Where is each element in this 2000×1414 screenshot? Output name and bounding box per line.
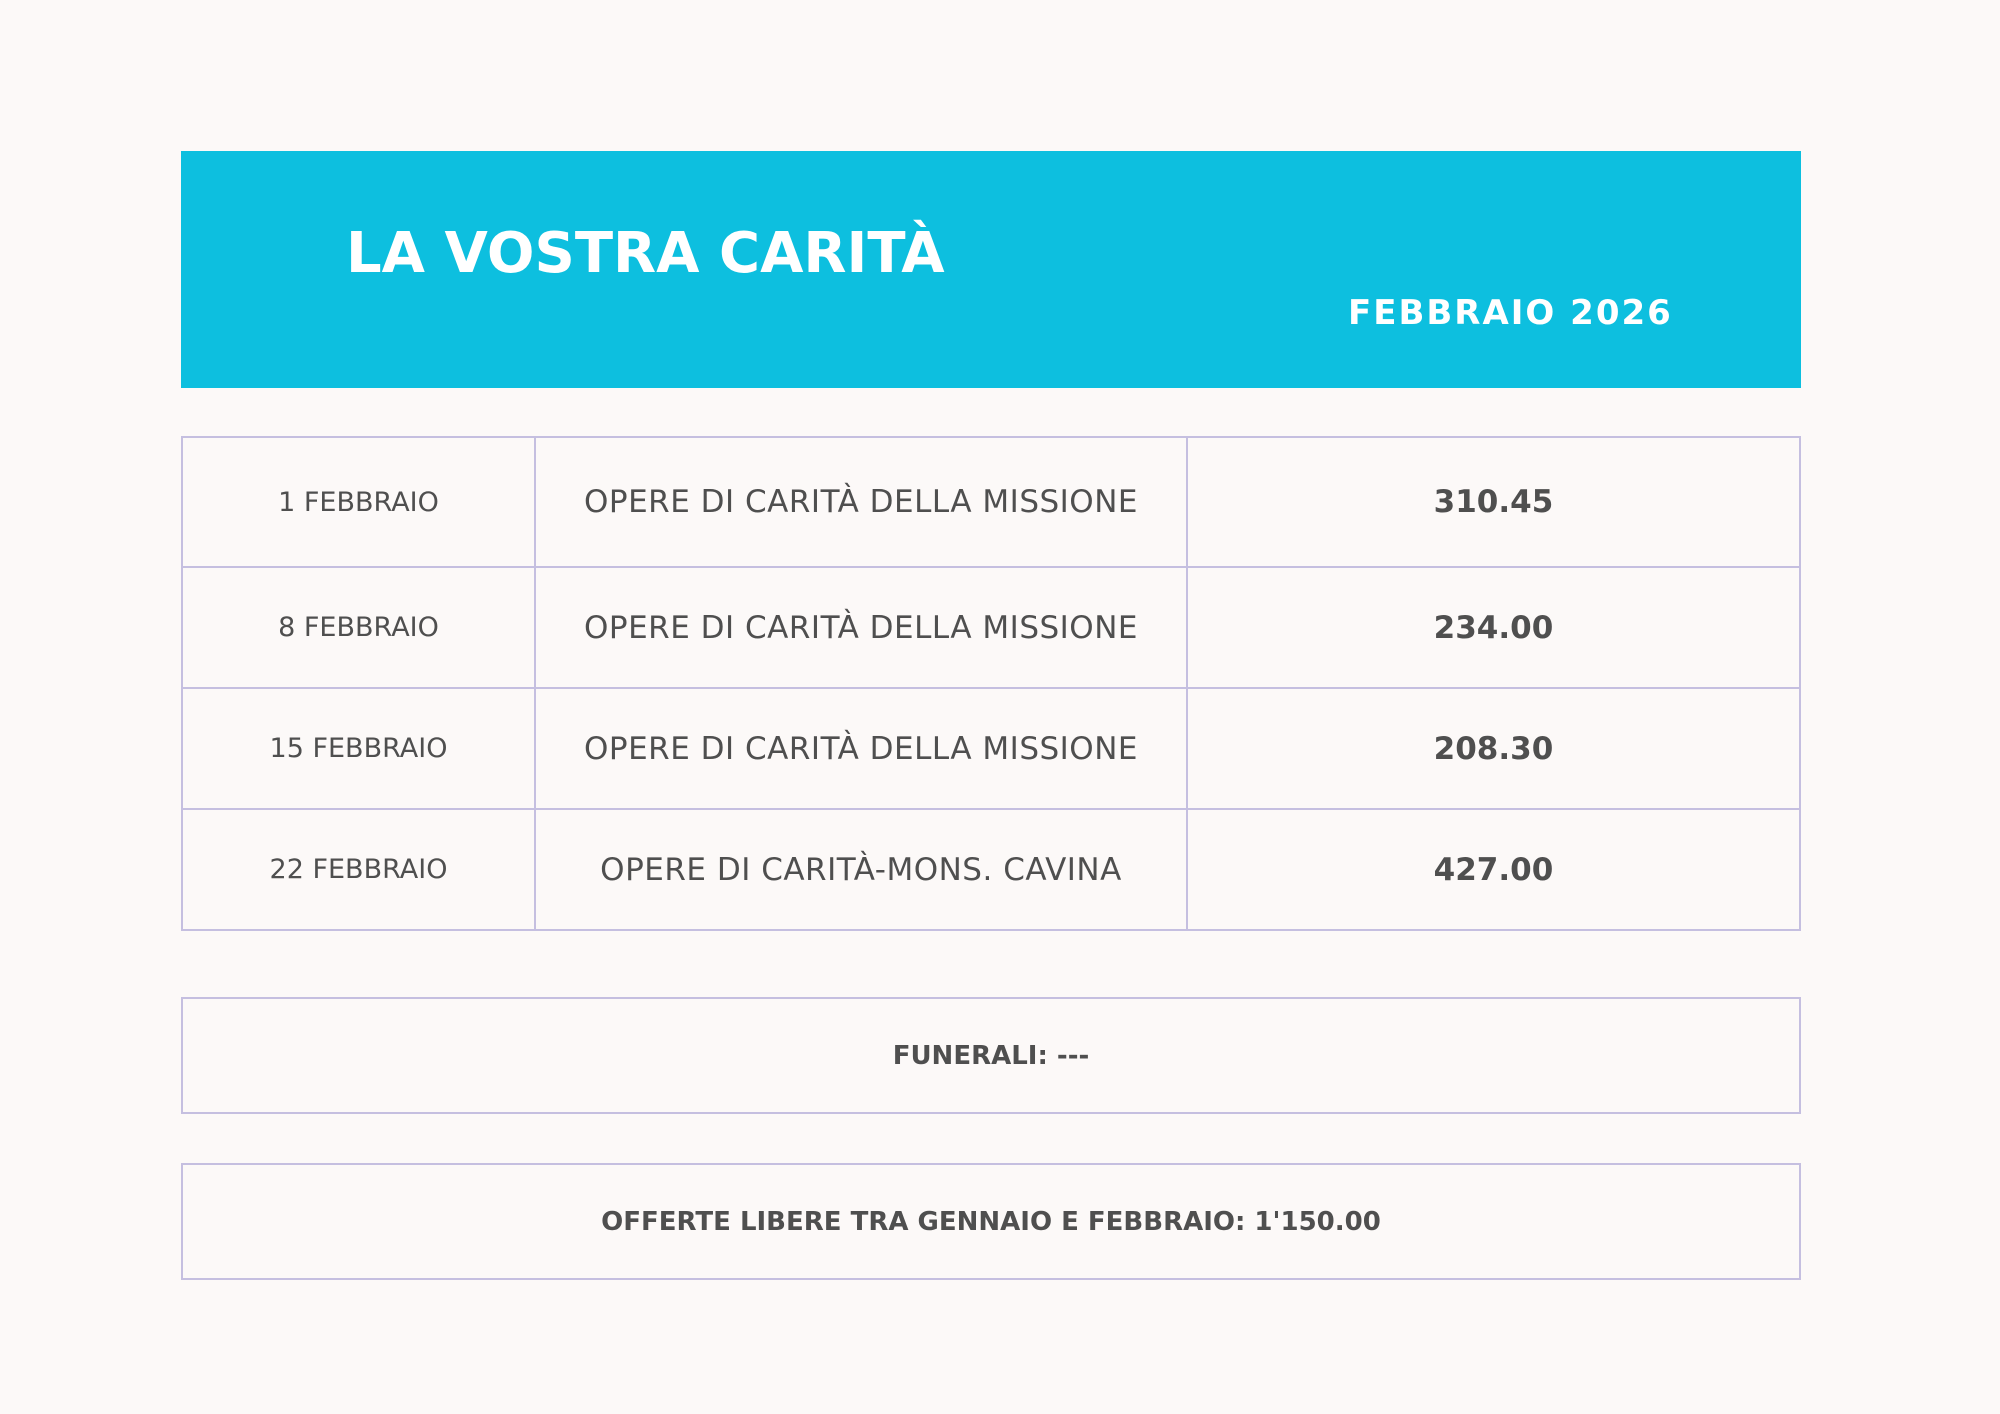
amount-cell: 310.45 [1187, 437, 1800, 567]
header-banner [181, 151, 1801, 388]
amount-cell: 427.00 [1187, 809, 1800, 930]
description-cell: OPERE DI CARITÀ DELLA MISSIONE [535, 567, 1187, 688]
offerte-box [181, 1163, 1801, 1280]
date-cell: 15 FEBBRAIO [182, 688, 535, 809]
offerte-text: OFFERTE LIBERE TRA GENNAIO E FEBBRAIO: 1'150.00 [601, 1206, 1381, 1237]
page-title: LA VOSTRA CARITÀ [346, 221, 945, 286]
date-cell: 1 FEBBRAIO [182, 437, 535, 567]
offerings-table [181, 436, 1801, 931]
funerali-box [181, 997, 1801, 1114]
description-cell: OPERE DI CARITÀ DELLA MISSIONE [535, 688, 1187, 809]
funerali-text: FUNERALI: --- [892, 1040, 1090, 1071]
description-cell: OPERE DI CARITÀ DELLA MISSIONE [535, 437, 1187, 567]
table-row [182, 567, 1800, 688]
amount-cell: 208.30 [1187, 688, 1800, 809]
table-row [182, 809, 1800, 930]
page-subtitle: FEBBRAIO 2026 [1348, 293, 1673, 333]
table-row [182, 688, 1800, 809]
date-cell: 8 FEBBRAIO [182, 567, 535, 688]
amount-cell: 234.00 [1187, 567, 1800, 688]
description-cell: OPERE DI CARITÀ-MONS. CAVINA [535, 809, 1187, 930]
date-cell: 22 FEBBRAIO [182, 809, 535, 930]
table-row [182, 437, 1800, 567]
